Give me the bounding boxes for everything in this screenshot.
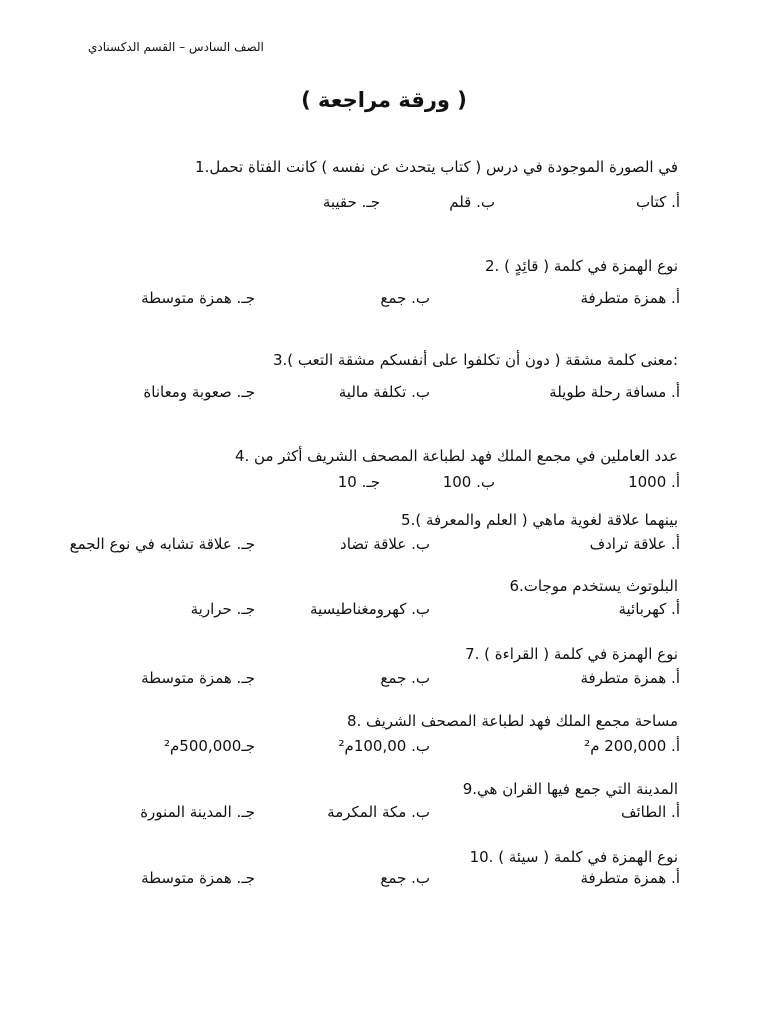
option-c: جـ500,000م² <box>163 737 255 755</box>
option-a: أ. مسافة رحلة طويلة <box>549 383 680 401</box>
option-a: أ. همزة متطرفة <box>580 289 680 307</box>
option-a: أ. همزة متطرفة <box>580 869 680 887</box>
question-7-text: نوع الهمزة في كلمة ( القراءة ) .7 <box>465 645 678 663</box>
question-3-text: :معنى كلمة مشقة ( دون أن تكلفوا على أنفسكم مشقة التعب ).3 <box>272 351 678 369</box>
option-c: جـ. همزة متوسطة <box>141 869 255 887</box>
option-c: جـ. 10 <box>337 473 380 491</box>
question-9-text: المدينة التي جمع فيها القران هي.9 <box>462 780 678 798</box>
option-b: ب. علاقة تضاد <box>340 535 430 553</box>
option-b: ب. مكة المكرمة <box>327 803 430 821</box>
page-title: ( ورقة مراجعة ) <box>301 88 467 112</box>
question-10-text: نوع الهمزة في كلمة ( سيئة ) .10 <box>469 848 678 866</box>
question-1-text: في الصورة الموجودة في درس ( كتاب يتحدث عن نفسه ) كانت الفتاة تحمل.1 <box>195 158 678 176</box>
question-6-text: البلوتوث يستخدم موجات.6 <box>509 577 678 595</box>
option-c: جـ. همزة متوسطة <box>141 289 255 307</box>
option-a: أ. علاقة ترادف <box>589 535 680 553</box>
option-b: ب. كهرومغناطيسية <box>309 600 430 618</box>
option-b: ب. جمع <box>380 669 430 687</box>
option-b: ب. تكلفة مالية <box>338 383 430 401</box>
option-a: أ. كهربائية <box>618 600 680 618</box>
option-a: أ. 1000 <box>628 473 680 491</box>
option-b: ب. جمع <box>380 289 430 307</box>
option-b: ب. جمع <box>380 869 430 887</box>
page-header: الصف السادس – القسم الدكسنادي <box>88 40 264 54</box>
option-b: ب. 100,00م² <box>338 737 430 755</box>
option-c: جـ. همزة متوسطة <box>141 669 255 687</box>
option-c: جـ. حرارية <box>190 600 255 618</box>
option-c: جـ. علاقة تشابه في نوع الجمع <box>69 535 255 553</box>
option-c: جـ. صعوبة ومعاناة <box>143 383 255 401</box>
question-2-text: نوع الهمزة في كلمة ( قائِدٍ ) .2 <box>484 257 678 275</box>
question-4-text: عدد العاملين في مجمع الملك فهد لطباعة المصحف الشريف أكثر من .4 <box>234 447 678 465</box>
option-b: ب. 100 <box>442 473 495 491</box>
option-a: أ. الطائف <box>620 803 680 821</box>
option-b: ب. قلم <box>449 193 495 211</box>
option-a: أ. 200,000 م² <box>584 737 680 755</box>
option-a: أ. همزة متطرفة <box>580 669 680 687</box>
option-a: أ. كتاب <box>635 193 680 211</box>
question-8-text: مساحة مجمع الملك فهد لطباعة المصحف الشريف .8 <box>346 712 678 730</box>
question-5-text: بينهما علاقة لغوية ماهي ( العلم والمعرفة ).5 <box>401 511 678 529</box>
option-c: جـ. حقيبة <box>322 193 380 211</box>
option-c: جـ. المدينة المنورة <box>140 803 255 821</box>
